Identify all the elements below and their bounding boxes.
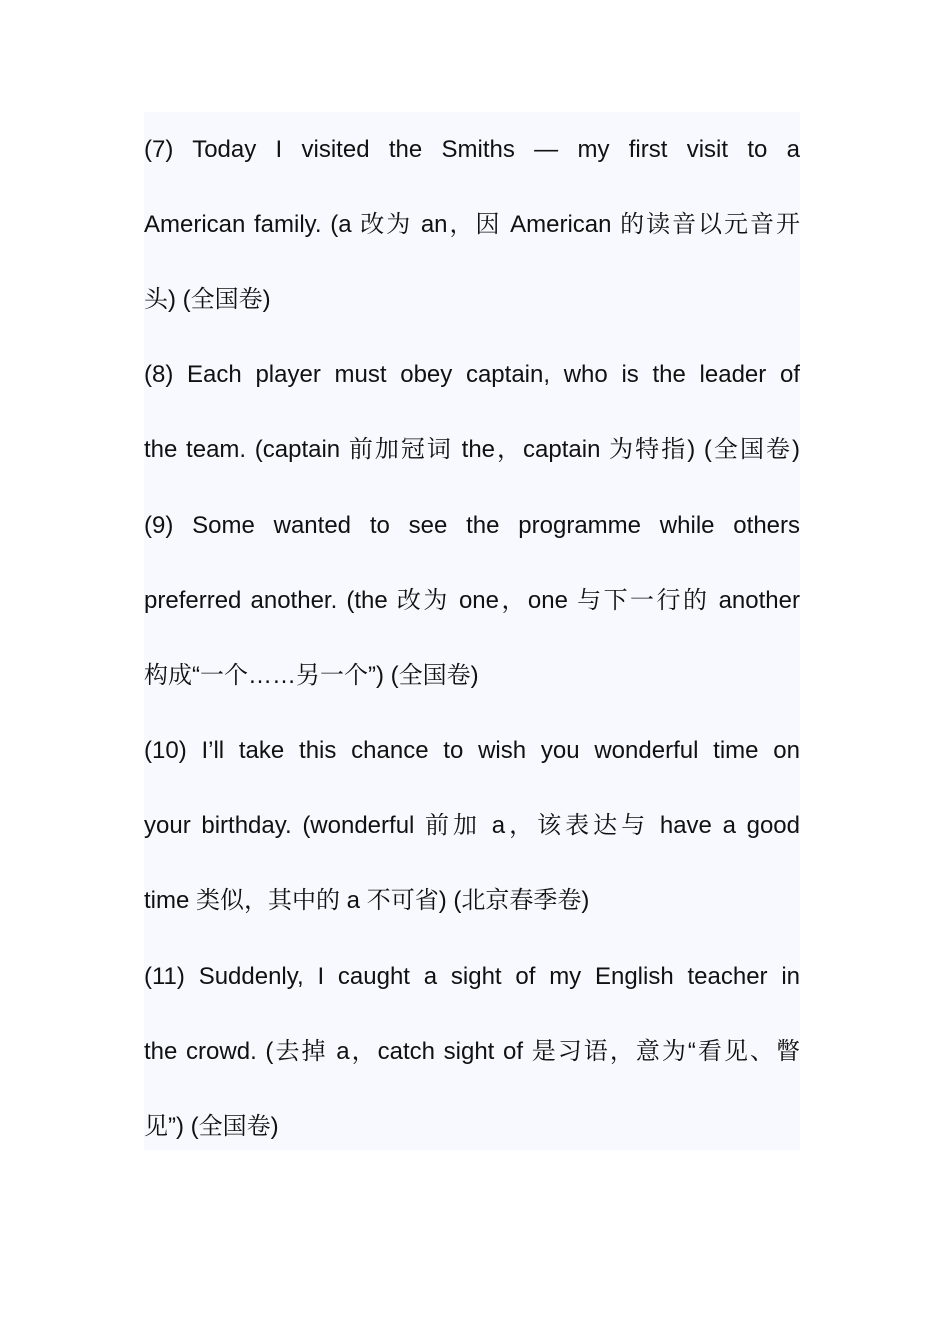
- text-line: (11) Suddenly, I caught a sight of my English teacher in: [144, 963, 800, 990]
- text-line: American family. (a 改为 an，因 American 的读音以元音开: [144, 211, 800, 238]
- text-line: time 类似，其中的 a 不可省) (北京春季卷): [144, 887, 590, 914]
- text-line: (10) I’ll take this chance to wish you wonderful time on: [144, 737, 800, 764]
- text-line: your birthday. (wonderful 前加 a，该表达与 have a good: [144, 812, 800, 839]
- text-line: the crowd. (去掉 a，catch sight of 是习语，意为“看见、瞥: [144, 1038, 800, 1065]
- text-line: preferred another. (the 改为 one，one 与下一行的 another: [144, 587, 800, 614]
- text-line: (7) Today I visited the Smiths — my first visit to a: [144, 136, 800, 163]
- text-line: (8) Each player must obey captain, who is the leader of: [144, 361, 800, 388]
- text-line: 头) (全国卷): [144, 286, 271, 313]
- text-block: [144, 112, 800, 1150]
- text-line: 见”) (全国卷): [144, 1113, 279, 1140]
- text-line: the team. (captain 前加冠词 the，captain 为特指) (全国卷): [144, 436, 800, 463]
- text-line: (9) Some wanted to see the programme while others: [144, 512, 800, 539]
- text-line: 构成“一个……另一个”) (全国卷): [144, 662, 479, 689]
